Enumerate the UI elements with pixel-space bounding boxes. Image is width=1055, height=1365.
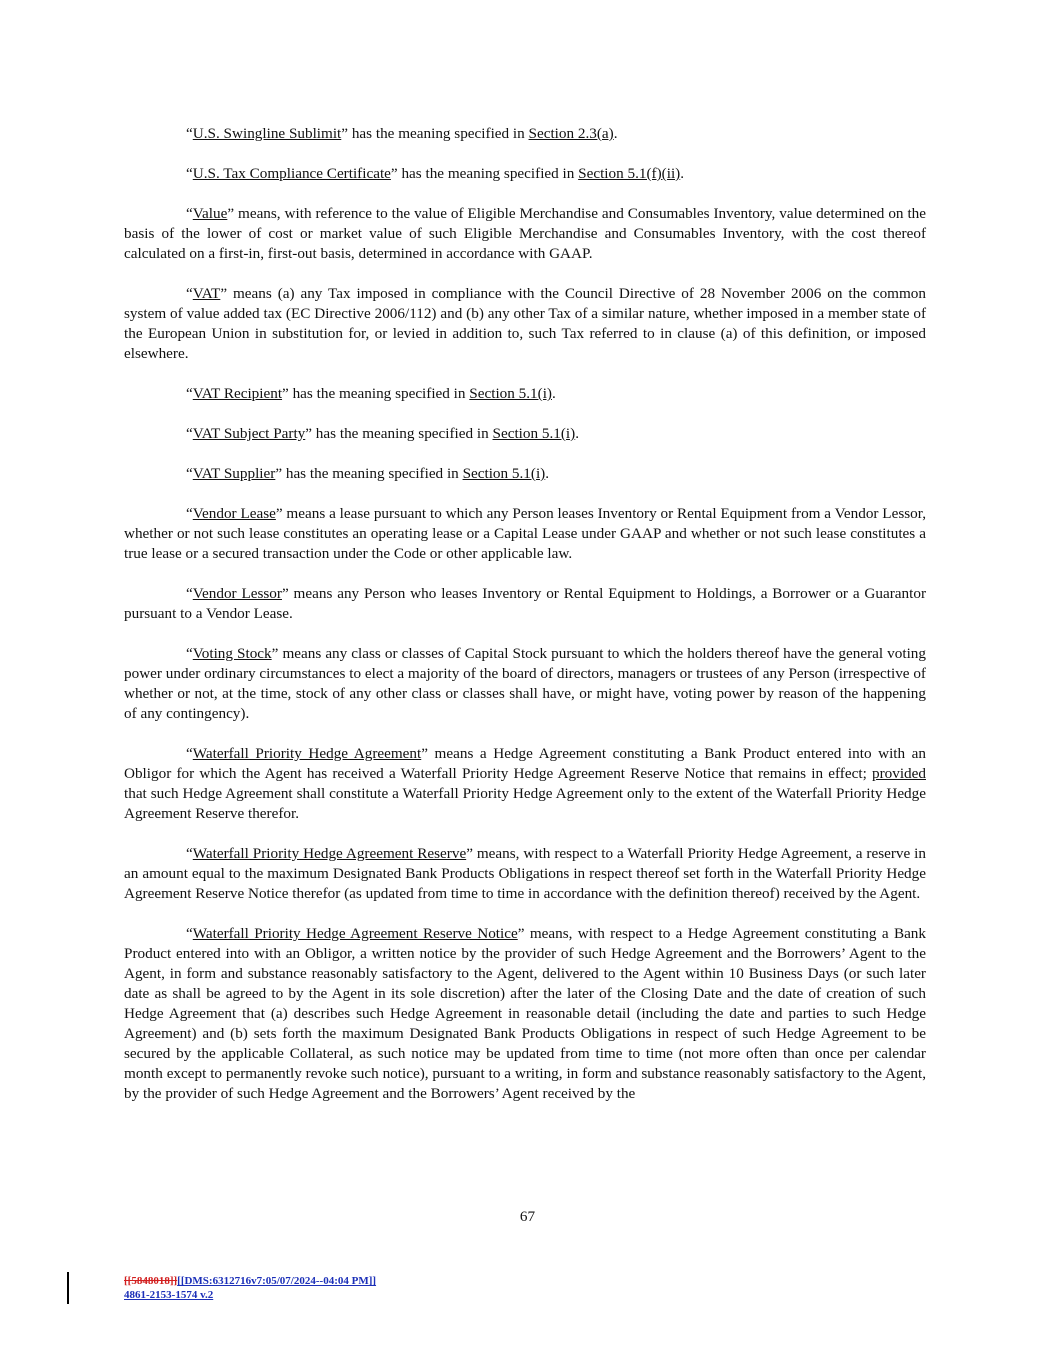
definition-text: . xyxy=(551,385,556,402)
document-footer xyxy=(124,1274,376,1302)
document-body xyxy=(124,124,926,1104)
definition-waterfall-priority-hedge-agreement-reserve xyxy=(124,844,926,904)
quote-open: “ xyxy=(186,465,193,482)
definition-vat xyxy=(124,284,926,364)
deleted-document-ref: [[5848018]] xyxy=(124,1275,178,1287)
defined-term: VAT Subject Party xyxy=(192,425,306,442)
quote-open: “ xyxy=(186,645,193,662)
definition-vat-recipient xyxy=(124,384,926,404)
inserted-document-ref: [[DMS:6312716v7:05/07/2024--04:04 PM]] xyxy=(177,1275,377,1287)
defined-term: U.S. Swingline Sublimit xyxy=(192,125,342,142)
defined-term: Vendor Lessor xyxy=(192,585,282,602)
definition-text: ” has the meaning specified in xyxy=(282,385,470,402)
defined-term: Vendor Lease xyxy=(192,505,276,522)
quote-open: “ xyxy=(186,425,193,442)
defined-term: U.S. Tax Compliance Certificate xyxy=(192,165,391,182)
document-id: 4861-2153-1574 v.2 xyxy=(124,1289,214,1301)
section-reference: Section 5.1(i) xyxy=(469,385,552,402)
definition-waterfall-priority-hedge-agreement-reserve-notice xyxy=(124,924,926,1104)
section-reference: Section 5.1(f)(ii) xyxy=(578,165,681,182)
defined-term: Voting Stock xyxy=(192,645,272,662)
change-bar xyxy=(67,1272,69,1304)
definition-vendor-lease xyxy=(124,504,926,564)
quote-open: “ xyxy=(186,285,193,302)
definition-text: ” means a Hedge Agreement constituting a Bank Product entered into with an Obligor for which the Agent has received a Waterfall Priority Hedge Agreement Reserve Notice that remains in effect; xyxy=(124,745,926,782)
quote-open: “ xyxy=(186,125,193,142)
section-reference: Section 5.1(i) xyxy=(492,425,576,442)
definition-text: ” has the meaning specified in xyxy=(341,125,529,142)
definition-text: . xyxy=(680,165,685,182)
quote-open: “ xyxy=(186,585,193,602)
definition-vendor-lessor xyxy=(124,584,926,624)
section-reference: Section 5.1(i) xyxy=(462,465,546,482)
quote-open: “ xyxy=(186,745,193,762)
definition-text: ” means any class or classes of Capital Stock pursuant to which the holders thereof have the general voting power under ordinary circumstances to elect a majority of the board of directors, managers or trustees of any Person (irrespective of whether or not, at the time, stock of any other class or classes shall have, or might have, voting power by reason of the happening of any contingency). xyxy=(124,645,926,722)
definition-text: ” means, with respect to a Waterfall Priority Hedge Agreement, a reserve in an amount equal to the maximum Designated Bank Products Obligations in respect thereof set forth in the Waterfall Priority Hedge Agreement Reserve Notice therefor (as updated from time to time in accordance with the definition thereof) received by the Agent. xyxy=(124,845,926,902)
definition-text: ” means, with reference to the value of Eligible Merchandise and Consumables Inventory, value determined on the basis of the lower of cost or market value of such Eligible Merchandise and Consumables Inventory, with the cost thereof calculated on a first-in, first-out basis, determined in accordance with GAAP. xyxy=(124,205,926,262)
page-number: 67 xyxy=(519,1208,536,1225)
definition-text: . xyxy=(613,125,618,142)
section-reference: Section 2.3(a) xyxy=(528,125,614,142)
quote-open: “ xyxy=(186,205,193,222)
defined-term: Value xyxy=(192,205,228,222)
proviso-term: provided xyxy=(872,765,926,782)
definition-us-tax-compliance-certificate xyxy=(124,164,926,184)
definition-text: ” has the meaning specified in xyxy=(390,165,579,182)
quote-open: “ xyxy=(186,165,193,182)
definition-text: that such Hedge Agreement shall constitute a Waterfall Priority Hedge Agreement only to the extent of the Waterfall Priority Hedge Agreement Reserve therefor. xyxy=(124,785,926,822)
quote-open: “ xyxy=(186,845,193,862)
defined-term: VAT xyxy=(192,285,221,302)
definition-waterfall-priority-hedge-agreement xyxy=(124,744,926,824)
definition-text: ” means a lease pursuant to which any Person leases Inventory or Rental Equipment from a Vendor Lessor, whether or not such lease constitutes an operating lease or a Capital Lease under GAAP and whether or not such lease constitutes a true lease or a secured transaction under the Code or other applicable law. xyxy=(124,505,926,562)
defined-term: Waterfall Priority Hedge Agreement Reserve Notice xyxy=(192,925,518,942)
definition-voting-stock xyxy=(124,644,926,724)
defined-term: VAT Recipient xyxy=(192,385,283,402)
quote-open: “ xyxy=(186,925,193,942)
defined-term: Waterfall Priority Hedge Agreement Reserve xyxy=(192,845,467,862)
defined-term: Waterfall Priority Hedge Agreement xyxy=(192,745,422,762)
definition-text: ” means (a) any Tax imposed in compliance with the Council Directive of 28 November 2006 on the common system of value added tax (EC Directive 2006/112) and (b) any other Tax of a similar nature, whether imposed in a member state of the European Union in substitution for, or levied in addition to, such Tax referred to in clause (a) of this definition, or imposed elsewhere. xyxy=(124,285,926,362)
definition-text: ” has the meaning specified in xyxy=(275,465,463,482)
definition-us-swingline-sublimit xyxy=(124,124,926,144)
footer-version-line xyxy=(124,1274,376,1288)
definition-text: ” means any Person who leases Inventory or Rental Equipment to Holdings, a Borrower or a Guarantor pursuant to a Vendor Lease. xyxy=(124,585,927,622)
definition-text: ” means, with respect to a Hedge Agreement constituting a Bank Product entered into with an Obligor, a written notice by the provider of such Hedge Agreement and the Borrowers’ Agent to the Agent, in form and substance reasonably satisfactory to the Agent, delivered to the Agent within 10 Business Days (or such later date as shall be agreed to by the Agent in its sole discretion) after the later of the Closing Date and the date of creation of such Hedge Agreement that (a) describes such Hedge Agreement in reasonable detail (including the date and parties to such Hedge Agreement) and (b) sets forth the maximum Designated Bank Products Obligations in respect of such Hedge Agreement to be secured by the applicable Collateral, as such notice may be updated from time to time (not more often than once per calendar month except to permanently revoke such notice), pursuant to a writing, in form and substance reasonably satisfactory to the Agent, by the provider of such Hedge Agreement and the Borrowers’ Agent received by the xyxy=(124,925,926,1102)
definition-value xyxy=(124,204,926,264)
quote-open: “ xyxy=(186,505,193,522)
defined-term: VAT Supplier xyxy=(192,465,276,482)
definition-vat-subject-party xyxy=(124,424,926,444)
quote-open: “ xyxy=(186,385,193,402)
definition-vat-supplier xyxy=(124,464,926,484)
definition-text: . xyxy=(545,465,550,482)
definition-text: ” has the meaning specified in xyxy=(305,425,493,442)
definition-text: . xyxy=(575,425,579,442)
